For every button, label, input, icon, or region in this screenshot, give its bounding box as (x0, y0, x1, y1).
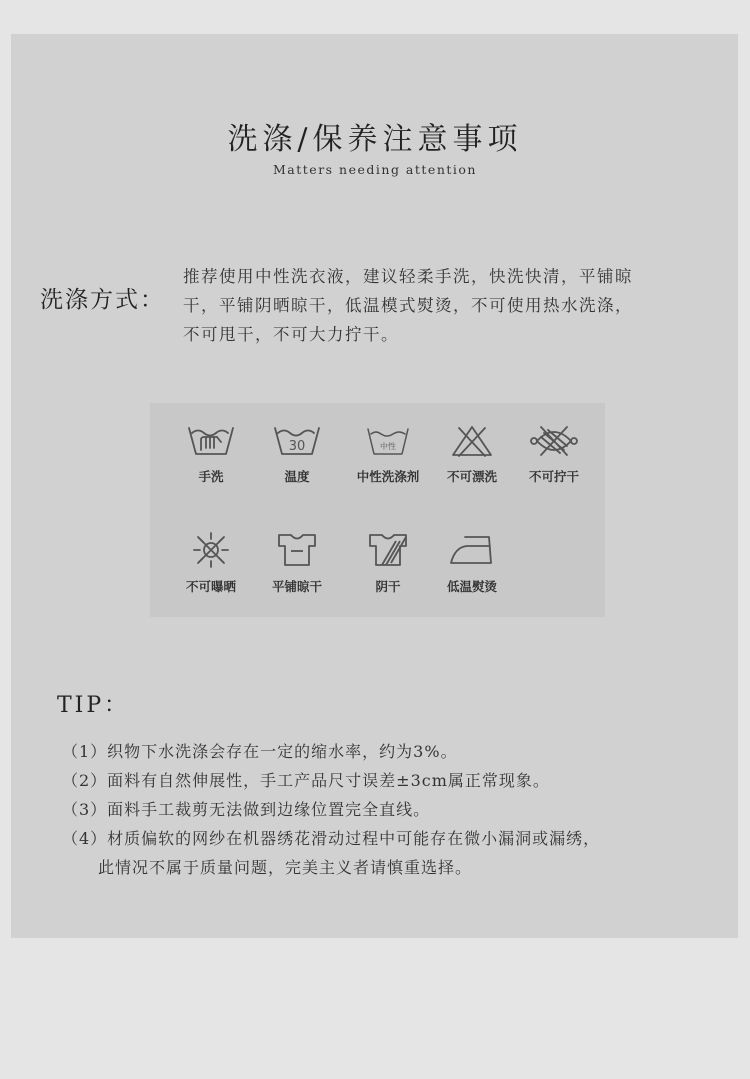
washing-line: 不可甩干，不可大力拧干。 (183, 325, 399, 344)
care-label: 阴干 (375, 579, 401, 594)
care-item-no-wring (512, 423, 596, 485)
no-bleach-icon (447, 423, 497, 459)
washing-line: 干，平铺阴晒晾干，低温模式熨烫，不可使用热水洗涤， (183, 296, 633, 315)
list-item: （3）面料手工裁剪无法做到边缘位置完全直线。 (62, 800, 431, 819)
tip-heading: TIP： (57, 693, 130, 718)
low-iron-icon (447, 531, 497, 569)
care-label: 不可漂洗 (446, 469, 497, 484)
no-wring-icon (527, 423, 581, 459)
list-item: （1）织物下水洗涤会存在一定的缩水率，约为3%。 (62, 742, 458, 761)
page-subtitle: Matters needing attention (273, 162, 477, 177)
neutral-detergent-icon (363, 423, 413, 459)
care-item-no-sun-dry (169, 531, 253, 595)
washing-method-label: 洗涤方式： (40, 287, 165, 313)
care-item-low-iron (430, 531, 514, 595)
shade-dry-icon (363, 531, 413, 569)
hand-wash-icon (186, 423, 236, 459)
care-item-dry-flat (255, 531, 339, 595)
no-sun-dry-icon (186, 531, 236, 569)
care-label: 低温熨烫 (446, 579, 497, 594)
care-item-neutral-detergent (346, 423, 430, 485)
care-label: 不可拧干 (528, 469, 579, 484)
svg-text:中性: 中性 (380, 442, 396, 451)
washing-method-text (183, 262, 688, 349)
list-item: （4）材质偏软的网纱在机器绣花滑动过程中可能存在微小漏洞或漏绣， (62, 829, 601, 848)
care-label: 不可曝晒 (185, 579, 236, 594)
care-item-temperature (255, 423, 339, 485)
care-label: 中性洗涤剂 (356, 469, 420, 484)
washing-line: 推荐使用中性洗衣液，建议轻柔手洗，快洗快清，平铺晾 (183, 267, 633, 286)
care-item-no-bleach (430, 423, 514, 485)
care-label: 平铺晾干 (271, 579, 322, 594)
list-item: （2）面料有自然伸展性，手工产品尺寸误差±3cm属正常现象。 (62, 771, 550, 790)
dry-flat-icon (272, 531, 322, 569)
wash-30-icon (272, 423, 322, 459)
care-label: 手洗 (198, 469, 224, 484)
list-item-continuation: 此情况不属于质量问题，完美主义者请慎重选择。 (98, 858, 473, 877)
care-icons-box (150, 403, 605, 617)
care-label: 温度 (284, 469, 310, 484)
svg-text:30: 30 (288, 439, 306, 454)
care-item-hand-wash (169, 423, 253, 485)
care-item-shade-dry (346, 531, 430, 595)
tip-list (62, 737, 702, 882)
page-title: 洗涤/保养注意事项 (227, 122, 523, 157)
